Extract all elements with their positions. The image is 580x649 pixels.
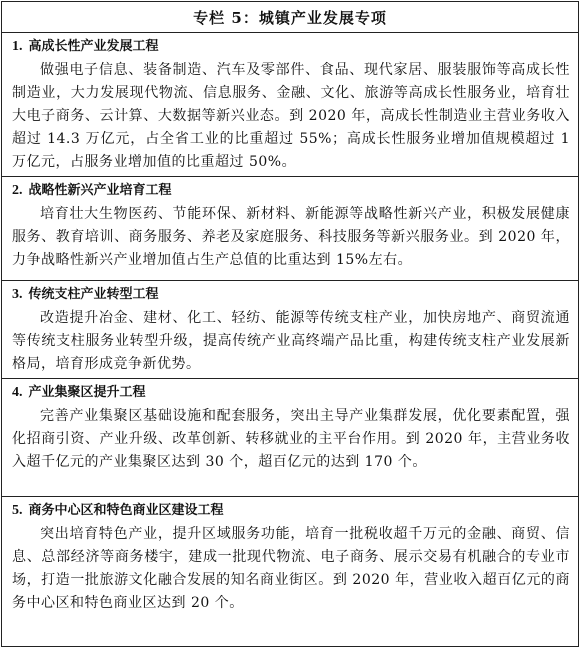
section-4 bbox=[2, 379, 578, 497]
section-heading bbox=[12, 285, 570, 305]
section-heading-text: 战略性新兴产业培育工程 bbox=[28, 183, 172, 198]
section-number: 1. bbox=[12, 39, 23, 54]
section-body: 完善产业集聚区基础设施和配套服务，突出主导产业集群发展，优化要素配置，强化招商引资、产业升级、改革创新、转移就业的主平台作用。到 2020 年，主营业务收入超千亿元的产业集聚区达到 30 个，超百亿元的达到 170 个。 bbox=[12, 408, 570, 470]
section-5 bbox=[2, 497, 578, 645]
section-heading bbox=[12, 501, 570, 521]
section-heading-text: 产业集聚区提升工程 bbox=[28, 385, 146, 400]
section-number: 4. bbox=[12, 385, 23, 400]
section-number: 3. bbox=[12, 287, 23, 302]
document-table bbox=[1, 1, 579, 647]
section-body: 突出培育特色产业，提升区域服务功能，培育一批税收超千万元的金融、商贸、信息、总部经济等商务楼宇，建成一批现代物流、电子商务、展示交易有机融合的专业市场，打造一批旅游文化融合发展的知名商业街区。到 2020 年，营业收入超百亿元的商务中心区和特色商业区达到 20 个。 bbox=[12, 526, 570, 611]
section-body: 改造提升冶金、建材、化工、轻纺、能源等传统支柱产业，加快房地产、商贸流通等传统支柱服务业转型升级，提高传统产业高终端产品比重，构建传统支柱产业发展新格局，培育形成竞争新优势。 bbox=[12, 310, 570, 372]
section-heading-text: 商务中心区和特色商业区建设工程 bbox=[28, 503, 224, 518]
section-heading bbox=[12, 181, 570, 201]
section-heading-text: 高成长性产业发展工程 bbox=[28, 39, 159, 54]
section-3 bbox=[2, 281, 578, 379]
section-number: 5. bbox=[12, 503, 23, 518]
section-number: 2. bbox=[12, 183, 23, 198]
section-body: 培育壮大生物医药、节能环保、新材料、新能源等战略性新兴产业，积极发展健康服务、教育培训、商务服务、养老及家庭服务、科技服务等新兴服务业。到 2020 年，力争战略性新兴产业增加值占生产总值的比重达到 15%左右。 bbox=[12, 206, 570, 268]
section-heading bbox=[12, 383, 570, 403]
section-2 bbox=[2, 177, 578, 281]
section-body: 做强电子信息、装备制造、汽车及零部件、食品、现代家居、服装服饰等高成长性制造业，大力发展现代物流、信息服务、金融、文化、旅游等高成长性服务业，培育壮大电子商务、云计算、大数据等新兴业态。到 2020 年，高成长性制造业主营业务收入超过 14.3 万亿元，占全省工业的比重超过 55%；高成长性服务业增加值规模超过 1 万亿元，占服务业增加值的比重超过 50%。 bbox=[12, 62, 570, 170]
section-heading-text: 传统支柱产业转型工程 bbox=[28, 287, 159, 302]
section-heading bbox=[12, 37, 570, 57]
section-1 bbox=[2, 33, 578, 177]
document-title: 专栏 5：城镇产业发展专项 bbox=[2, 2, 578, 33]
